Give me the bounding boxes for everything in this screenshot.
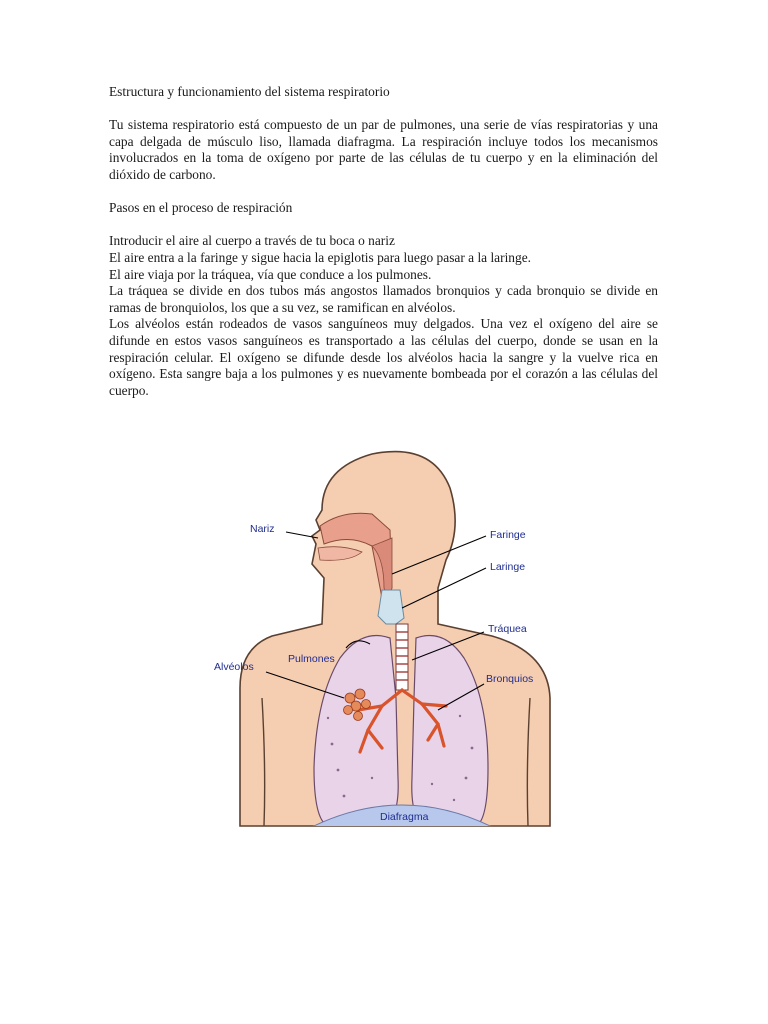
document-body bbox=[109, 84, 658, 399]
step-4: La tráquea se divide en dos tubos más angostos llamados bronquios y cada bronquio se divide en ramas de bronquiolos, los que a su vez, se ramifican en alvéolos. bbox=[109, 283, 658, 315]
step-3: El aire viaja por la tráquea, vía que conduce a los pulmones. bbox=[109, 266, 432, 282]
step-2: El aire entra a la faringe y sigue hacia la epiglotis para luego pasar a la laringe. bbox=[109, 249, 531, 265]
respiratory-system-diagram bbox=[214, 448, 562, 828]
document-title: Estructura y funcionamiento del sistema respiratorio bbox=[109, 84, 390, 99]
label-laringe: Laringe bbox=[490, 561, 526, 573]
step-5: Los alvéolos están rodeados de vasos sanguíneos muy delgados. Una vez el oxígeno del aire se difunde en estos vasos sanguíneos es transportado a las células del cuerpo, donde se usan en la respiración celular. El oxígeno se difunde desde los alvéolos hacia la sangre y la vuelve rica en oxígeno. Esta sangre baja a los pulmones y es nuevamente bombeada por el corazón a las células del cuerpo. bbox=[109, 316, 658, 398]
label-faringe: Faringe bbox=[490, 529, 526, 541]
label-diafragma: Diafragma bbox=[380, 811, 429, 823]
diagram-svg bbox=[214, 448, 562, 828]
steps-heading: Pasos en el proceso de respiración bbox=[109, 200, 293, 216]
intro-paragraph: Tu sistema respiratorio está compuesto de un par de pulmones, una serie de vías respiratorias y una capa delgada de músculo liso, llamada diafragma. La respiración incluye todos los mecanismos involucrados en la toma de oxígeno por parte de las células de tu cuerpo y en la eliminación del dióxido de carbono. bbox=[109, 117, 658, 182]
label-alveolos: Alvéolos bbox=[214, 661, 254, 673]
label-traquea: Tráquea bbox=[488, 623, 527, 635]
larynx-shape bbox=[378, 590, 404, 624]
step-1: Introducir el aire al cuerpo a través de tu boca o nariz bbox=[109, 233, 395, 249]
label-pulmones: Pulmones bbox=[288, 653, 335, 665]
label-nariz: Nariz bbox=[250, 523, 275, 535]
label-bronquios: Bronquios bbox=[486, 673, 534, 685]
